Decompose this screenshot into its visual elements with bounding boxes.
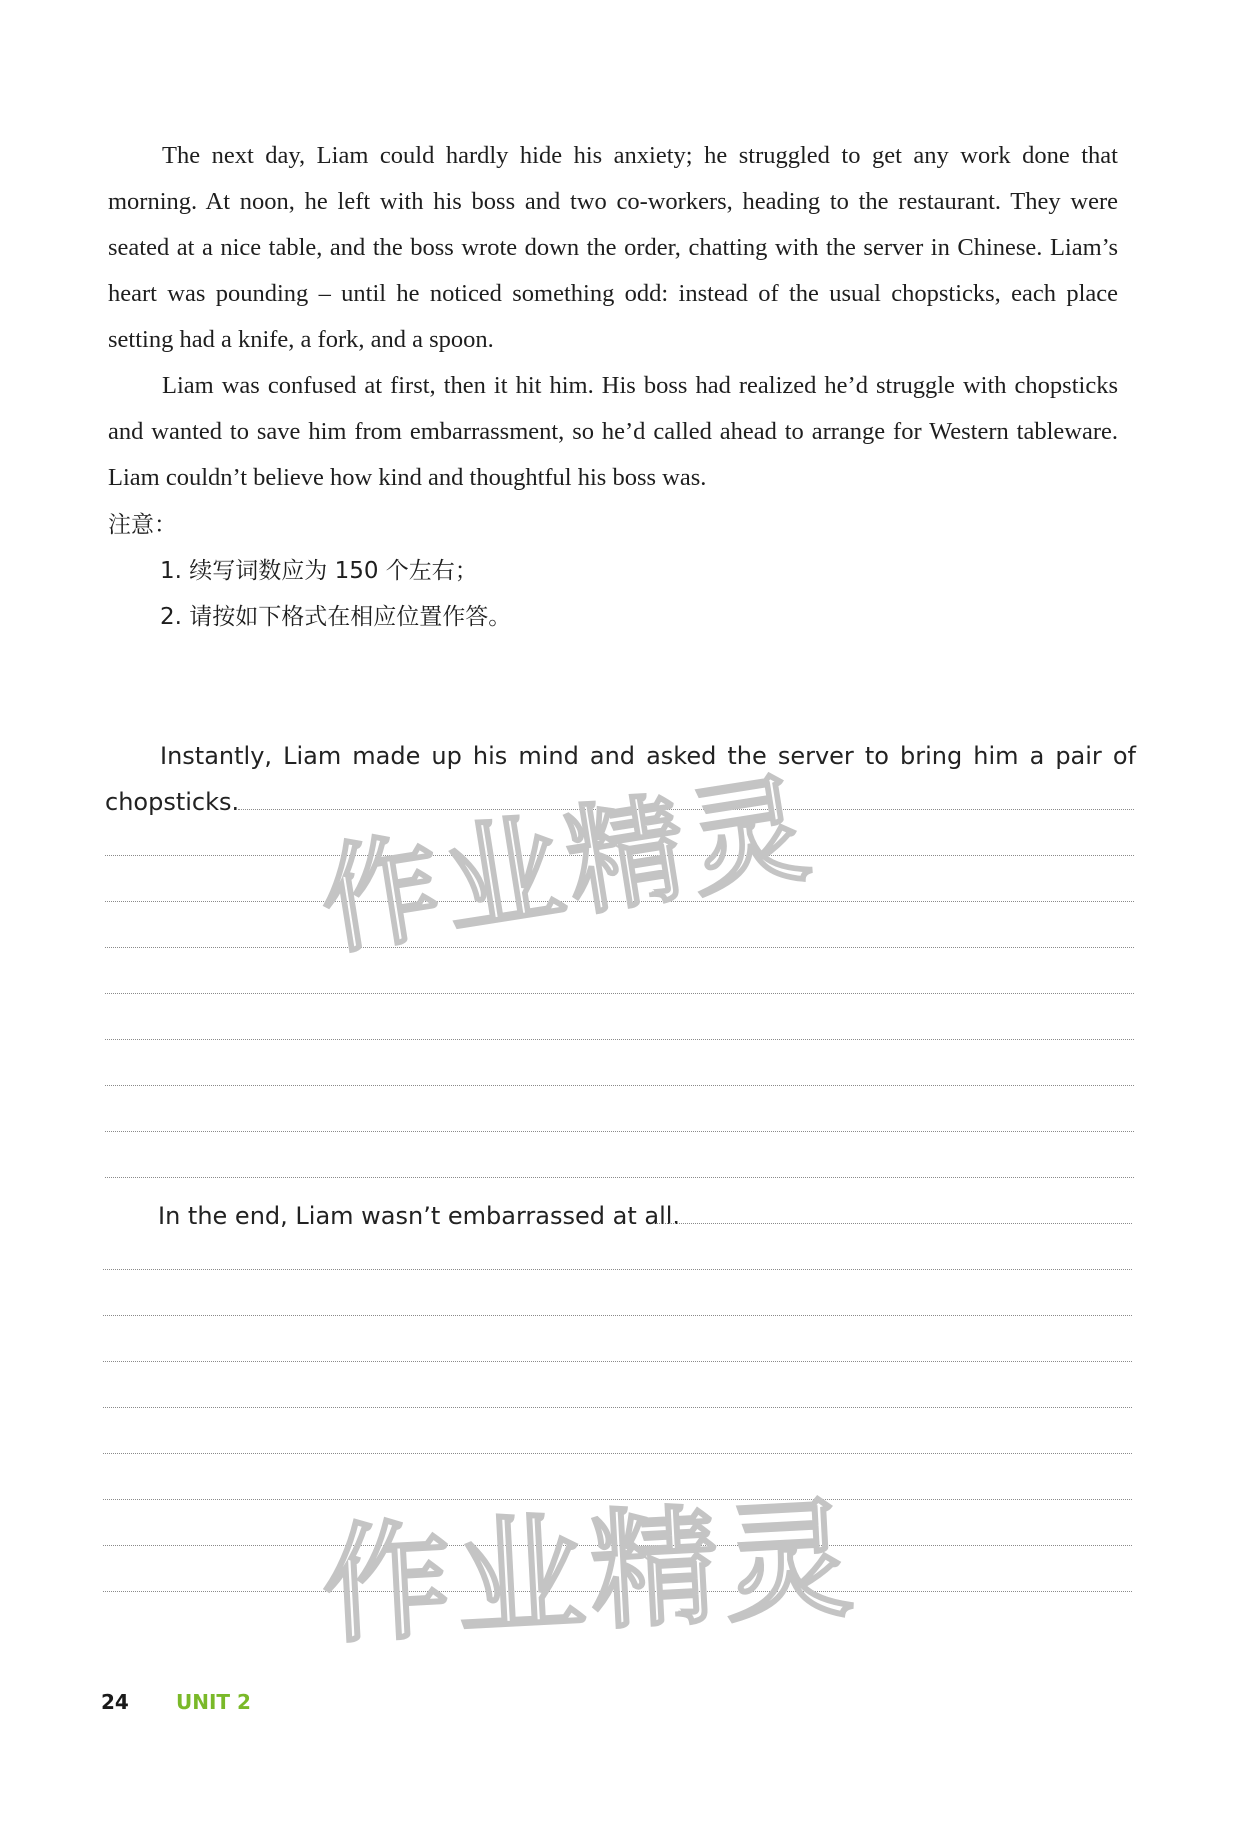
writing-line[interactable] [105,1131,1134,1132]
continuation-prompt-2: In the end, Liam wasn’t embarrassed at all. [158,1202,681,1230]
writing-line[interactable] [103,1407,1132,1408]
writing-line[interactable] [103,1361,1132,1362]
writing-line[interactable] [105,1085,1134,1086]
writing-line[interactable] [103,1315,1132,1316]
watermark: 作业精灵 [319,1485,863,1662]
writing-line[interactable] [105,855,1134,856]
page-number: 24 [101,1690,129,1714]
watermark: 作业精灵 [311,757,824,972]
writing-line[interactable] [238,809,1134,810]
writing-line[interactable] [103,1269,1132,1270]
writing-line[interactable] [656,1223,1132,1224]
notes-title: 注意： [108,512,177,538]
writing-line[interactable] [103,1453,1132,1454]
note-item-1: 1. 续写词数应为 150 个左右； [160,558,478,584]
writing-line[interactable] [105,901,1134,902]
writing-line[interactable] [105,993,1134,994]
note-item-2: 2. 请按如下格式在相应位置作答。 [160,604,512,630]
writing-line[interactable] [103,1591,1132,1592]
writing-line[interactable] [103,1499,1132,1500]
writing-line[interactable] [105,947,1134,948]
unit-label: UNIT 2 [176,1690,251,1714]
story-paragraph-2: Liam was confused at first, then it hit him. His boss had realized he’d struggle with chopsticks and wanted to save him from embarrassment, so he’d called ahead to arrange for Western tableware. Liam couldn’t believe how kind and thoughtful his boss was. [108,372,1118,491]
writing-line[interactable] [105,1039,1134,1040]
writing-line[interactable] [103,1545,1132,1546]
writing-line[interactable] [105,1177,1134,1178]
continuation-prompt-1: Instantly, Liam made up his mind and asked the server to bring him a pair of [160,742,1136,770]
continuation-prompt-1-end: chopsticks. [105,788,240,816]
story-paragraph-1: The next day, Liam could hardly hide his anxiety; he struggled to get any work done that morning. At noon, he left with his boss and two co-workers, heading to the restaurant. They were seated at a nice table, and the boss wrote down the order, chatting with the server in Chinese. Liam’s heart was pounding – until he noticed something odd: instead of the usual chopsticks, each place setting had a knife, a fork, and a spoon. [108,142,1118,353]
